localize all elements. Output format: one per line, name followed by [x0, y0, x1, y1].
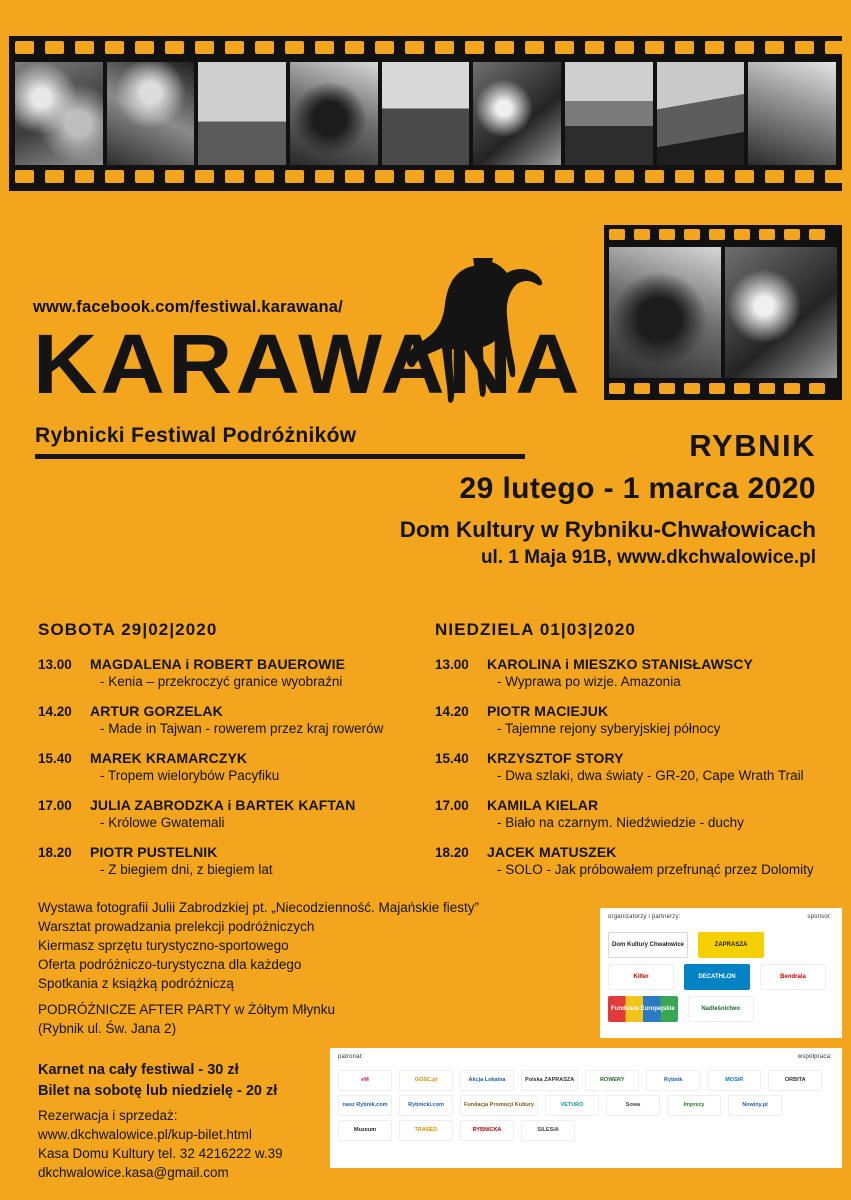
festival-dates: 29 lutego - 1 marca 2020	[459, 472, 816, 505]
entry-time: 17.00	[435, 798, 469, 813]
photo-frame	[725, 247, 837, 378]
partner-logo: Rybnik	[646, 1070, 700, 1091]
price-line: Karnet na cały festiwal - 30 zł	[38, 1062, 239, 1078]
info-line: Kiermasz sprzętu turystyczno-sportowego	[38, 938, 289, 953]
photo-frame	[382, 62, 470, 165]
info-line: Oferta podróżniczo-turystyczna dla każdego	[38, 957, 302, 972]
entry-speaker: KAMILA KIELAR	[487, 797, 599, 813]
entry-speaker: MAGDALENA i ROBERT BAUEROWIE	[90, 656, 346, 672]
partner-logo: MOSiR	[707, 1070, 761, 1091]
sponsor-logo: Nadleśnictwo	[688, 996, 754, 1022]
entry-time: 18.20	[435, 845, 469, 860]
info-line: Warsztat prowadzania prelekcji podróżniczych	[38, 919, 315, 934]
photo-frame	[609, 247, 721, 378]
partner-logo: RYBNICKA	[460, 1120, 514, 1141]
partner-logo: Rybnicki.com	[399, 1095, 453, 1116]
info-line: Spotkania z książką podróżniczą	[38, 976, 234, 991]
partner-logo: ROWERY	[585, 1070, 639, 1091]
film-perforations-bottom	[9, 170, 842, 186]
filmstrip-right	[604, 225, 842, 400]
logo-underline	[35, 454, 525, 459]
city-name: RYBNIK	[689, 428, 816, 463]
partner-logo: Sowa	[606, 1095, 660, 1116]
partner-logo: ORBITA	[768, 1070, 822, 1091]
partners-caption-right: współpraca:	[797, 1054, 832, 1060]
partner-logo: SILESIA	[521, 1120, 575, 1141]
entry-speaker: JACEK MATUSZEK	[487, 844, 617, 860]
entry-description: - Tajemne rejony syberyjskiej północy	[497, 721, 721, 736]
venue-name: Dom Kultury w Rybniku-Chwałowicach	[399, 517, 816, 542]
venue-address: ul. 1 Maja 91B, www.dkchwalowice.pl	[480, 547, 816, 568]
partner-logo: VETURO	[545, 1095, 599, 1116]
film-perforations-top	[604, 229, 842, 242]
partner-logo: Imprezy	[667, 1095, 721, 1116]
booking-phone: Kasa Domu Kultury tel. 32 4216222 w.39	[38, 1146, 283, 1161]
partner-logo: Fundacja Promocji Kultury	[460, 1095, 538, 1116]
program-entry	[435, 656, 835, 689]
entry-time: 15.40	[435, 751, 469, 766]
film-frames-right	[609, 247, 837, 378]
sponsors-caption-left: organizatorzy i partnerzy:	[608, 914, 681, 920]
entry-description: - Made in Tajwan - rowerem przez kraj rowerów	[100, 721, 384, 736]
entry-description: - Z biegiem dni, z biegiem lat	[100, 862, 273, 877]
partner-logo: Akcja Lokalna	[460, 1070, 514, 1091]
info-line: Wystawa fotografii Julii Zabrodzkiej pt. „Niecodzienność. Majańskie fiesty”	[38, 900, 480, 915]
entry-description: - Wyprawa po wizje. Amazonia	[497, 674, 681, 689]
sponsor-logo-grid	[608, 932, 834, 1022]
film-frames-top	[15, 62, 836, 165]
partner-logo: eM	[338, 1070, 392, 1091]
entry-speaker: PIOTR PUSTELNIK	[90, 844, 218, 860]
program-saturday	[38, 620, 423, 891]
program-entry	[38, 844, 423, 877]
partner-logo: nasz Rybnik.com	[338, 1095, 392, 1116]
program-entry	[38, 703, 423, 736]
day-title-saturday: SOBOTA 29|02|2020	[38, 620, 218, 639]
program-entry	[38, 656, 423, 689]
film-perforations-top	[9, 41, 842, 57]
partners-caption-left: patronat:	[338, 1054, 364, 1060]
sponsor-logo: DECATHLON	[684, 964, 750, 990]
sponsor-logo: Dom Kultury Chwałowice	[608, 932, 688, 958]
program-entry	[38, 750, 423, 783]
entry-description: - Dwa szlaki, dwa światy - GR-20, Cape Wrath Trail	[497, 768, 804, 783]
program-entry	[435, 703, 835, 736]
sponsors-organizers-box	[600, 908, 842, 1038]
after-party-info	[38, 1000, 558, 1038]
program-sunday	[435, 620, 835, 891]
photo-frame	[473, 62, 561, 165]
entry-speaker: PIOTR MACIEJUK	[487, 703, 609, 719]
entry-description: - Biało na czarnym. Niedźwiedzie - duchy	[497, 815, 744, 830]
entry-time: 14.20	[435, 704, 469, 719]
entry-time: 15.40	[38, 751, 72, 766]
photo-frame	[748, 62, 836, 165]
sponsor-logo: ZAPRASZA	[698, 932, 764, 958]
entry-time: 17.00	[38, 798, 72, 813]
sponsors-partners-box	[330, 1048, 842, 1168]
entry-description: - Tropem wielorybów Pacyfiku	[100, 768, 280, 783]
booking-label: Rezerwacja i sprzedaż:	[38, 1108, 178, 1123]
entry-time: 14.20	[38, 704, 72, 719]
sponsor-logo: Kilter	[608, 964, 674, 990]
program-entry	[435, 750, 835, 783]
sponsors-caption-right: sponsor:	[807, 914, 832, 920]
photo-frame	[565, 62, 653, 165]
partner-logo: Nowiny.pl	[728, 1095, 782, 1116]
entry-speaker: MAREK KRAMARCZYK	[90, 750, 248, 766]
day-title-sunday: NIEDZIELA 01|03|2020	[435, 620, 636, 639]
program-entry	[435, 797, 835, 830]
entry-speaker: JULIA ZABRODZKA i BARTEK KAFTAN	[90, 797, 356, 813]
partner-logo: TRASEO	[399, 1120, 453, 1141]
partner-logo: GOSC.pl	[399, 1070, 453, 1091]
partner-logo-grid	[338, 1070, 834, 1141]
festival-logo	[33, 317, 583, 458]
booking-email[interactable]: dkchwalowice.kasa@gmail.com	[38, 1165, 229, 1180]
logo-subtitle: Rybnicki Festiwal Podróżników	[35, 424, 357, 447]
photo-frame	[15, 62, 103, 165]
additional-info	[38, 898, 558, 993]
price-line: Bilet na sobotę lub niedzielę - 20 zł	[38, 1083, 278, 1099]
sponsor-logo: Fundusze Europejskie	[608, 996, 678, 1022]
after-party-line: (Rybnik ul. Św. Jana 2)	[38, 1021, 177, 1036]
photo-frame	[290, 62, 378, 165]
photo-frame	[198, 62, 286, 165]
program-entry	[38, 797, 423, 830]
logo-title: KARAWANA	[33, 317, 583, 411]
film-perforations-bottom	[604, 383, 842, 396]
booking-url[interactable]: www.dkchwalowice.pl/kup-bilet.html	[38, 1127, 252, 1142]
partner-logo: Muzeum	[338, 1120, 392, 1141]
entry-time: 13.00	[38, 657, 72, 672]
entry-description: - SOLO - Jak próbowałem przefrunąć przez Dolomity	[497, 862, 814, 877]
photo-frame	[107, 62, 195, 165]
sponsor-logo: Bendrala	[760, 964, 826, 990]
program-entry	[435, 844, 835, 877]
entry-description: - Kenia – przekroczyć granice wyobraźni	[100, 674, 343, 689]
entry-time: 13.00	[435, 657, 469, 672]
facebook-url[interactable]: www.facebook.com/festiwal.karawana/	[33, 298, 343, 316]
after-party-line: PODRÓŻNICZE AFTER PARTY w Żółtym Młynku	[38, 1002, 336, 1017]
entry-speaker: KAROLINA i MIESZKO STANISŁAWSCY	[487, 656, 753, 672]
entry-time: 18.20	[38, 845, 72, 860]
entry-speaker: ARTUR GORZELAK	[90, 703, 223, 719]
partner-logo: Polska ZAPRASZA	[521, 1070, 578, 1091]
entry-speaker: KRZYSZTOF STORY	[487, 750, 624, 766]
entry-description: - Królowe Gwatemali	[100, 815, 225, 830]
photo-frame	[657, 62, 745, 165]
filmstrip-top	[9, 36, 842, 191]
